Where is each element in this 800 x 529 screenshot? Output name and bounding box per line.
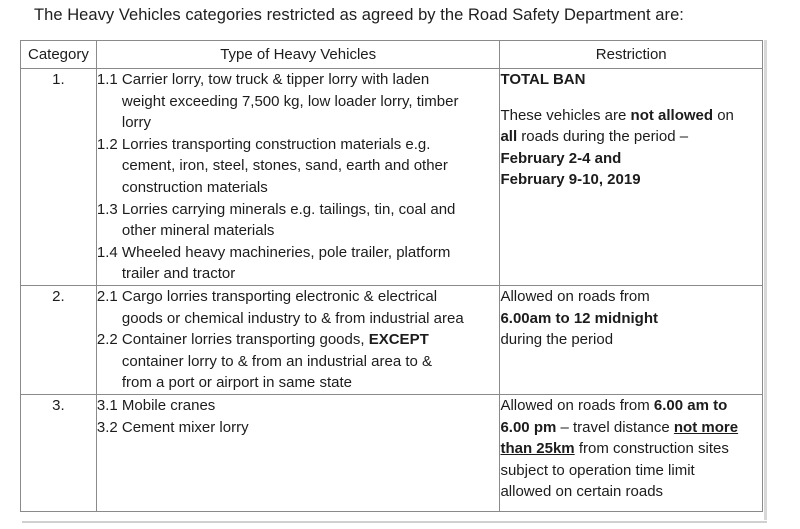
restriction-cell <box>500 285 763 394</box>
item-text: construction materials <box>121 178 268 196</box>
item-text-bold: EXCEPT <box>368 331 429 349</box>
type-cell <box>96 394 500 511</box>
vehicle-item <box>97 134 500 199</box>
item-text: Lorries transporting construction materials e.g. <box>121 135 431 153</box>
heavy-vehicle-table <box>20 40 763 512</box>
intro-text: The Heavy Vehicles categories restricted as agreed by the Road Safety Department are: <box>34 6 684 24</box>
item-number: 1.1 <box>96 71 118 88</box>
item-text: lorry <box>121 114 152 132</box>
vehicle-item <box>97 395 500 417</box>
restriction-text: than 25km from construction sites <box>500 440 729 458</box>
item-text: other mineral materials <box>121 222 275 240</box>
shadow-right <box>764 40 767 520</box>
item-text: Cement mixer lorry <box>121 418 249 436</box>
vehicle-item <box>97 242 500 285</box>
restriction-date: February 2-4 and <box>500 149 622 167</box>
item-text: from a port or airport in same state <box>121 374 352 392</box>
restriction-text: 6.00 pm – travel distance not more <box>500 418 739 436</box>
type-cell <box>96 69 500 286</box>
category-cell: 1. <box>21 69 97 286</box>
item-number: 3.1 <box>96 396 118 414</box>
header-restriction: Restriction <box>500 41 763 69</box>
restriction-text: These vehicles are not allowed on <box>500 106 734 124</box>
restriction-cell <box>500 69 763 286</box>
shadow-bottom <box>22 521 767 523</box>
restriction-text: during the period <box>500 331 614 349</box>
restriction-text: Allowed on roads from <box>500 287 650 305</box>
item-text: Mobile cranes <box>121 396 216 414</box>
item-number: 1.4 <box>96 243 118 261</box>
vehicle-item <box>97 417 500 439</box>
item-text: Cargo lorries transporting electronic & electrical <box>121 287 438 305</box>
table-row <box>21 285 763 394</box>
item-number: 3.2 <box>96 418 118 436</box>
table-row <box>21 394 763 511</box>
type-cell <box>96 285 500 394</box>
header-type: Type of Heavy Vehicles <box>96 41 500 69</box>
vehicle-item <box>97 329 500 394</box>
category-cell: 3. <box>21 394 97 511</box>
restriction-text: subject to operation time limit <box>500 461 695 479</box>
header-category: Category <box>21 41 97 69</box>
restriction-text: allowed on certain roads <box>500 483 664 501</box>
vehicle-item <box>97 286 500 329</box>
table-row <box>21 69 763 286</box>
item-number: 2.2 <box>96 331 118 349</box>
restriction-date: February 9-10, 2019 <box>500 171 641 189</box>
restriction-text: all roads during the period – <box>500 128 689 146</box>
item-text: Carrier lorry, tow truck & tipper lorry with laden <box>121 71 430 88</box>
vehicle-item <box>97 199 500 242</box>
restriction-text: Allowed on roads from 6.00 am to <box>500 396 728 414</box>
item-number: 1.3 <box>96 200 118 218</box>
item-text: Wheeled heavy machineries, pole trailer, platform <box>121 243 451 261</box>
item-text: trailer and tractor <box>121 265 236 283</box>
item-number: 2.1 <box>96 287 118 305</box>
total-ban-label: TOTAL BAN <box>500 71 586 88</box>
vehicle-item <box>97 69 500 134</box>
restriction-time: 6.00am to 12 midnight <box>500 309 658 327</box>
category-cell: 2. <box>21 285 97 394</box>
item-text: container lorry to & from an industrial area to & <box>121 352 433 370</box>
item-text: cement, iron, steel, stones, sand, earth and other <box>121 157 448 175</box>
item-text: goods or chemical industry to & from industrial area <box>121 309 464 327</box>
item-number: 1.2 <box>96 135 118 153</box>
header-row <box>21 41 763 69</box>
item-text: Container lorries transporting goods, <box>121 331 365 349</box>
item-text: Lorries carrying minerals e.g. tailings, tin, coal and <box>121 200 456 218</box>
restriction-cell <box>500 394 763 511</box>
item-text: weight exceeding 7,500 kg, low loader lorry, timber <box>121 92 459 110</box>
